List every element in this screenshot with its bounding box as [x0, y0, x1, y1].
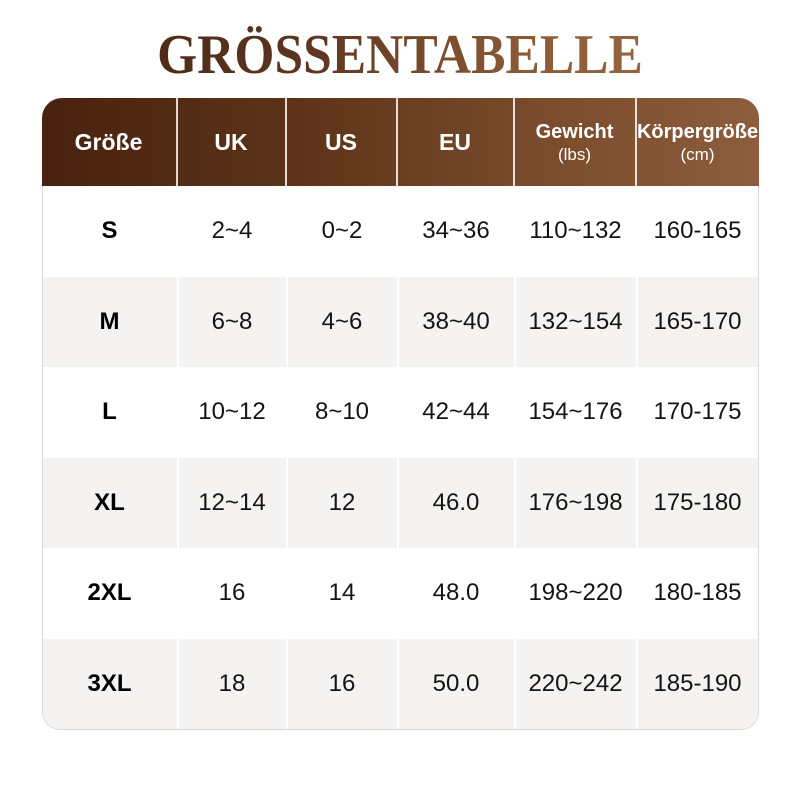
- size-label: S: [101, 217, 118, 245]
- uk-value: 10~12: [177, 367, 286, 458]
- column-header-us: [285, 98, 396, 186]
- height-value: 175-180: [636, 458, 758, 549]
- column-header-label: UK: [214, 129, 248, 155]
- uk-value: 6~8: [177, 277, 286, 368]
- column-header-gewicht: [513, 98, 635, 186]
- column-header-koerpergroesse: [635, 98, 759, 186]
- column-header-label: EU: [439, 129, 471, 155]
- weight-value: 154~176: [514, 367, 636, 458]
- title-area: [0, 0, 800, 98]
- height-value: 185-190: [636, 639, 758, 730]
- table-header-row: [42, 98, 759, 186]
- table-row-m: [43, 277, 758, 368]
- height-value: 160-165: [636, 186, 758, 277]
- height-value: 170-175: [636, 367, 758, 458]
- uk-value: 16: [177, 548, 286, 639]
- weight-value: 176~198: [514, 458, 636, 549]
- us-value: 14: [286, 548, 397, 639]
- table-row-l: [43, 367, 758, 458]
- weight-value: 132~154: [514, 277, 636, 368]
- eu-value: 34~36: [397, 186, 514, 277]
- eu-value: 38~40: [397, 277, 514, 368]
- size-label: 2XL: [87, 579, 132, 607]
- column-header-unit: (lbs): [557, 144, 592, 164]
- eu-value: 48.0: [397, 548, 514, 639]
- us-value: 0~2: [286, 186, 397, 277]
- table-body: [42, 186, 759, 730]
- uk-value: 18: [177, 639, 286, 730]
- eu-value: 50.0: [397, 639, 514, 730]
- table-row-3xl: [43, 639, 758, 730]
- column-header-label: US: [325, 129, 357, 155]
- size-label: 3XL: [87, 669, 132, 697]
- weight-value: 220~242: [514, 639, 636, 730]
- table-row-xl: [43, 458, 758, 549]
- eu-value: 46.0: [397, 458, 514, 549]
- us-value: 12: [286, 458, 397, 549]
- eu-value: 42~44: [397, 367, 514, 458]
- column-header-eu: [396, 98, 513, 186]
- us-value: 4~6: [286, 277, 397, 368]
- uk-value: 12~14: [177, 458, 286, 549]
- height-value: 180-185: [636, 548, 758, 639]
- size-label: XL: [94, 488, 125, 516]
- size-table: [42, 98, 759, 730]
- table-row-s: [43, 186, 758, 277]
- column-header-label: Gewicht: [535, 120, 614, 143]
- weight-value: 198~220: [514, 548, 636, 639]
- height-value: 165-170: [636, 277, 758, 368]
- page-title: GRÖSSENTABELLE: [157, 24, 643, 86]
- column-header-groesse: [42, 98, 176, 186]
- column-header-label: Größe: [74, 129, 143, 155]
- weight-value: 110~132: [514, 186, 636, 277]
- size-label: L: [102, 398, 117, 426]
- us-value: 8~10: [286, 367, 397, 458]
- column-header-unit: (cm): [680, 144, 715, 164]
- size-label: M: [99, 307, 120, 335]
- table-row-2xl: [43, 548, 758, 639]
- column-header-uk: [176, 98, 285, 186]
- column-header-label: Körpergröße: [636, 120, 759, 143]
- us-value: 16: [286, 639, 397, 730]
- uk-value: 2~4: [177, 186, 286, 277]
